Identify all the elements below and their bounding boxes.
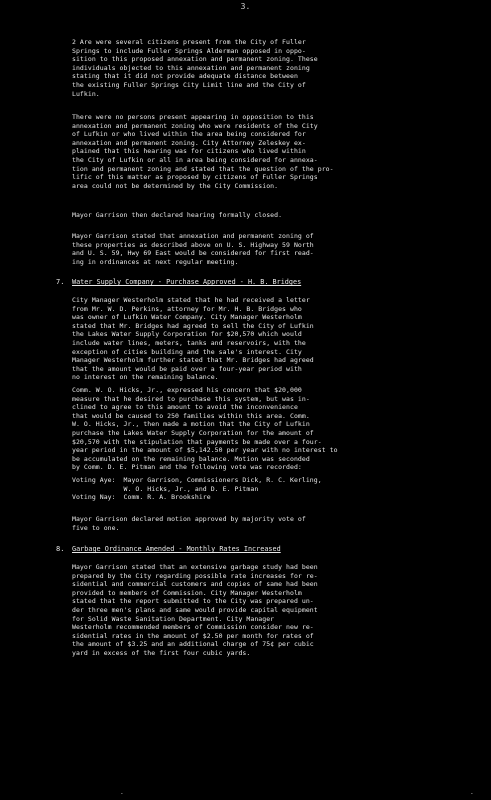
- paragraph-first-reading: Mayor Garrison stated that annexation and permanent zoning of these properties as described above on U. S. Highway 59 North and U. S. 59, Hwy 69 East would be considered for first read- ing in ordinances at next regular meeting.: [72, 232, 314, 266]
- item-7-number: 7.: [56, 278, 65, 286]
- footer-right-mark: -: [470, 790, 474, 797]
- item-8-number: 8.: [56, 545, 65, 553]
- item-7-motion-approved: Mayor Garrison declared motion approved by majority vote of five to one.: [72, 515, 306, 532]
- item-8-title: Garbage Ordinance Amended - Monthly Rates Increased: [72, 545, 281, 553]
- paragraph-hearing-closed: Mayor Garrison then declared hearing formally closed.: [72, 211, 283, 219]
- footer-left-mark: -: [120, 790, 124, 797]
- paragraph-no-persons-opposition: There were no persons present appearing in opposition to this annexation and permanent zoning who were residents of the City of Lufkin or who lived within the area being considered for annexation and permanent zoning. City Attorney Zeleskey ex- plained that this hearing was for citizens who lived within the City of Lufkin or all in area being considered for annexa- tion and permanent zoning and stated that the question of the pro- lific of this matter as proposed by citizens of Fuller Springs area could not be determined by the City Commission.: [72, 113, 334, 190]
- item-7-paragraph-motion: Comm. W. O. Hicks, Jr., expressed his concern that $20,000 measure that he desired to purchase this system, but was in- clined to agree to this amount to avoid the inconvenience that would be caused to 250 families within this area. Comm. W. O. Hicks, Jr., then made a motion that the City of Lufkin purchase the Lakes Water Supply Corporation for the amount of $20,570 with the stipulation that payments be made over a four- year period in the amount of $5,142.50 per year with no interest to be accumulated on the remaining balance. Motion was seconded by Comm. D. E. Pitman and the following vote was recorded:: [72, 386, 338, 472]
- paragraph-fuller-springs-opposition: 2 Are were several citizens present from the City of Fuller Springs to include Fuller Springs Alderman opposed in oppo- sition to this proposed annexation and permanent zoning. These individuals objected to this annexation and permanent zoning stating that it did not provide adequate distance between the existing Fuller Springs City Limit line and the City of Lufkin.: [72, 38, 318, 98]
- item-7-vote-record: Voting Aye: Mayor Garrison, Commissioners Dick, R. C. Kerling, W. O. Hicks, Jr., and D. E. Pitman Voting Nay: Comm. R. A. Brookshire: [72, 476, 322, 502]
- item-7-paragraph-letter: City Manager Westerholm stated that he had received a letter from Mr. W. D. Perkins, attorney for Mr. H. B. Bridges who was owner of Lufkin Water Company. City Manager Westerholm stated that Mr. Bridges had agreed to sell the City of Lufkin the Lakes Water Supply Corporation for $20,570 which would include water lines, meters, tanks and reservoirs, with the exception of cities building and the sale's interest. City Manager Westerholm further stated that Mr. Bridges had agreed that the amount would be paid over a four-year period with no interest on the remaining balance.: [72, 296, 314, 382]
- item-7-title: Water Supply Company - Purchase Approved - H. B. Bridges: [72, 278, 302, 286]
- page-number: 3.: [240, 2, 251, 11]
- item-8-paragraph-garbage-study: Mayor Garrison stated that an extensive garbage study had been prepared by the City regarding possible rate increases for re- sidential and commercial customers and copies of same had been provided to members of Commission. City Manager Westerholm stated that the report submitted to the City was prepared un- der three men's plans and same would provide capital equipment for Solid Waste Sanitation Department. City Manager Westerholm recommended members of Commission consider new re- sidential rates in the amount of $2.50 per month for rates of the amount of $3.25 and an additional charge of 75¢ per cubic yard in excess of the first four cubic yards.: [72, 563, 318, 657]
